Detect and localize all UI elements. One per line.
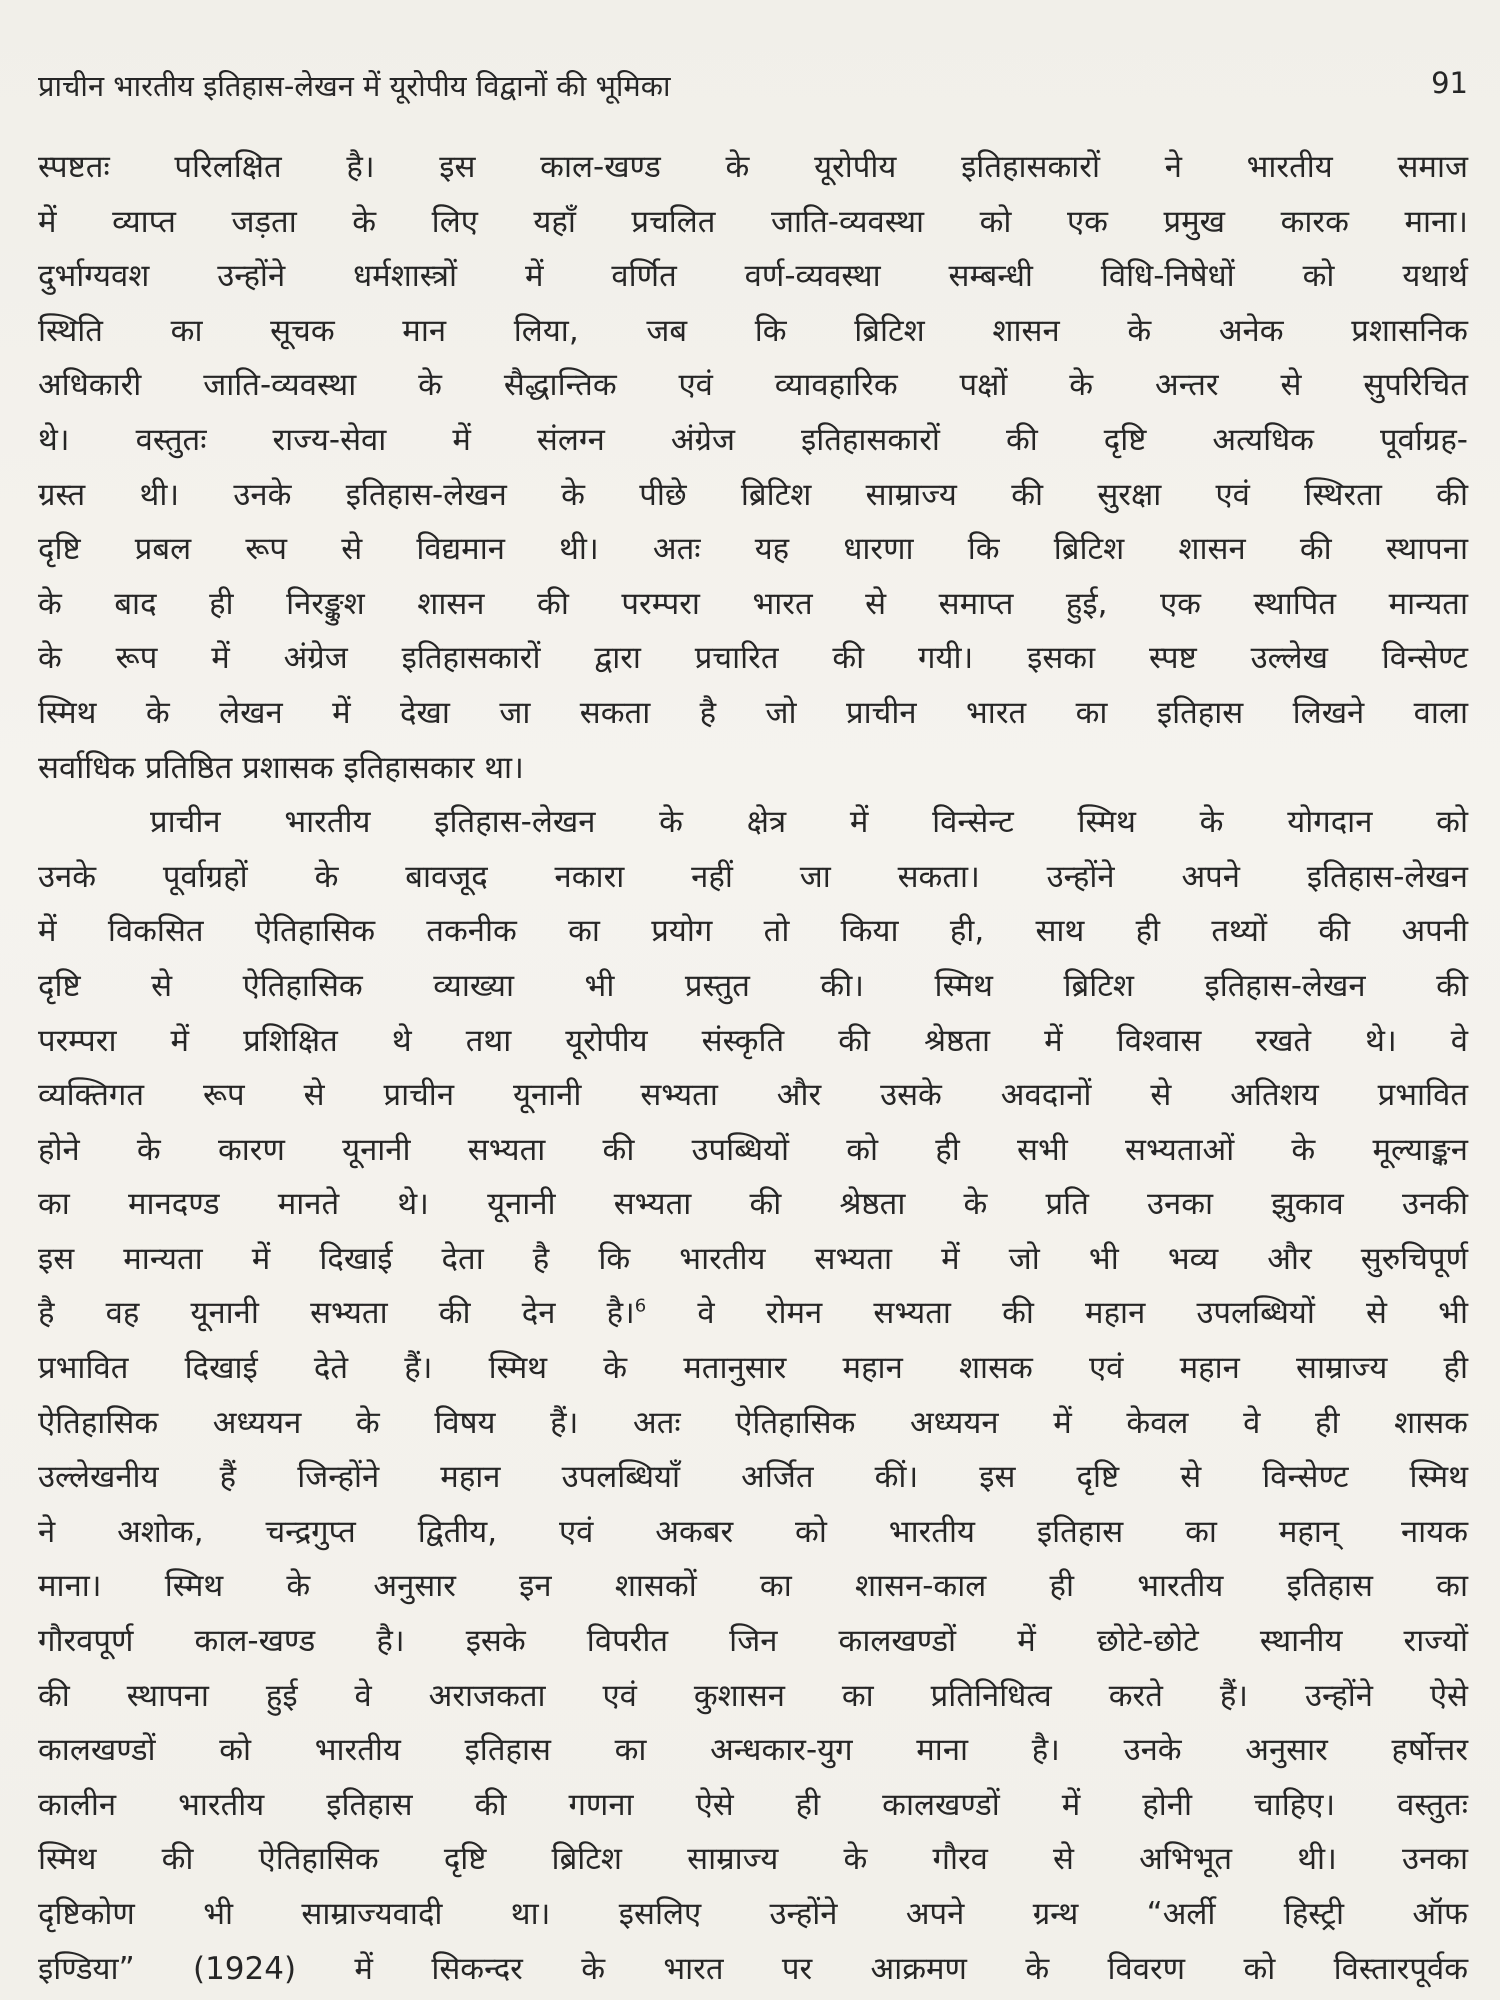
paragraph — [38, 795, 1468, 1996]
text-line: माना। स्मिथ के अनुसार इन शासकों का शासन-काल ही भारतीय इतिहास का — [38, 1568, 1468, 1605]
text-line: ने अशोक, चन्द्रगुप्त द्वितीय, एवं अकबर को भारतीय इतिहास का महान् नायक — [38, 1513, 1468, 1550]
text-line: गौरवपूर्ण काल-खण्ड है। इसके विपरीत जिन कालखण्डों में छोटे-छोटे स्थानीय राज्यों — [38, 1623, 1468, 1660]
text-line: स्मिथ की ऐतिहासिक दृष्टि ब्रिटिश साम्राज्य के गौरव से अभिभूत थी। उनका — [38, 1841, 1468, 1878]
text-line: परम्परा में प्रशिक्षित थे तथा यूरोपीय संस्कृति की श्रेष्ठता में विश्वास रखते थे। वे — [38, 1022, 1468, 1059]
page-number: 91 — [1431, 66, 1468, 100]
text-line: सर्वाधिक प्रतिष्ठित प्रशासक इतिहासकार था। — [38, 749, 524, 786]
text-line: अधिकारी जाति-व्यवस्था के सैद्धान्तिक एवं व्यावहारिक पक्षों के अन्तर से सुपरिचित — [38, 367, 1468, 404]
text-line: उल्लेखनीय हैं जिन्होंने महान उपलब्धियाँ अर्जित कीं। इस दृष्टि से विन्सेण्ट स्मिथ — [38, 1459, 1468, 1496]
text-line: का मानदण्ड मानते थे। यूनानी सभ्यता की श्रेष्ठता के प्रति उनका झुकाव उनकी — [38, 1186, 1468, 1223]
text-line: इण्डिया” (1924) में सिकन्दर के भारत पर आक्रमण के विवरण को विस्तारपूर्वक — [38, 1950, 1468, 1987]
text-line: दृष्टिकोण भी साम्राज्यवादी था। इसलिए उन्होंने अपने ग्रन्थ “अर्ली हिस्ट्री ऑफ — [38, 1896, 1468, 1932]
text-line: कालीन भारतीय इतिहास की गणना ऐसे ही कालखण्डों में होनी चाहिए। वस्तुतः — [38, 1786, 1468, 1823]
text-line: प्रभावित दिखाई देते हैं। स्मिथ के मतानुसार महान शासक एवं महान साम्राज्य ही — [38, 1350, 1468, 1387]
text-line: में विकसित ऐतिहासिक तकनीक का प्रयोग तो किया ही, साथ ही तथ्यों की अपनी — [38, 913, 1468, 950]
text-line: होने के कारण यूनानी सभ्यता की उपब्धियों को ही सभी सभ्यताओं के मूल्याङ्कन — [38, 1131, 1468, 1168]
text-line: इस मान्यता में दिखाई देता है कि भारतीय सभ्यता में जो भी भव्य और सुरुचिपूर्ण — [38, 1240, 1468, 1277]
running-header — [38, 66, 1468, 110]
paragraph — [38, 140, 1468, 795]
text-line: प्राचीन भारतीय इतिहास-लेखन के क्षेत्र में विन्सेन्ट स्मिथ के योगदान को — [150, 804, 1468, 841]
text-line: व्यक्तिगत रूप से प्राचीन यूनानी सभ्यता और उसके अवदानों से अतिशय प्रभावित — [38, 1077, 1468, 1114]
text-line: दृष्टि प्रबल रूप से विद्यमान थी। अतः यह धारणा कि ब्रिटिश शासन की स्थापना — [38, 531, 1468, 568]
text-line: की स्थापना हुई वे अराजकता एवं कुशासन का प्रतिनिधित्व करते हैं। उन्होंने ऐसे — [38, 1677, 1468, 1714]
text-line: दुर्भाग्यवश उन्होंने धर्मशास्त्रों में वर्णित वर्ण-व्यवस्था सम्बन्धी विधि-निषेधों को यथार्थ — [38, 258, 1468, 295]
text-line: ऐतिहासिक अध्ययन के विषय हैं। अतः ऐतिहासिक अध्ययन में केवल वे ही शासक — [38, 1404, 1468, 1441]
page-body — [38, 140, 1468, 1996]
text-line: ग्रस्त थी। उनके इतिहास-लेखन के पीछे ब्रिटिश साम्राज्य की सुरक्षा एवं स्थिरता की — [38, 476, 1468, 513]
text-line: के रूप में अंग्रेज इतिहासकारों द्वारा प्रचारित की गयी। इसका स्पष्ट उल्लेख विन्सेण्ट — [38, 640, 1468, 677]
text-segment: है वह यूनानी सभ्यता की देन है। — [38, 1295, 635, 1332]
footnote-marker: 6 — [634, 1296, 647, 1318]
text-line: के बाद ही निरङ्कुश शासन की परम्परा भारत से समाप्त हुई, एक स्थापित मान्यता — [38, 585, 1468, 622]
text-line: स्थिति का सूचक मान लिया, जब कि ब्रिटिश शासन के अनेक प्रशासनिक — [38, 312, 1468, 349]
text-segment: वे रोमन सभ्यता की महान उपलब्धियों से भी — [646, 1295, 1468, 1332]
running-title: प्राचीन भारतीय इतिहास-लेखन में यूरोपीय विद्वानों की भूमिका — [38, 69, 671, 103]
text-line: कालखण्डों को भारतीय इतिहास का अन्धकार-युग माना है। उनके अनुसार हर्षोत्तर — [38, 1732, 1468, 1769]
text-line — [38, 1286, 1468, 1341]
text-line: थे। वस्तुतः राज्य-सेवा में संलग्न अंग्रेज इतिहासकारों की दृष्टि अत्यधिक पूर्वाग्रह- — [38, 421, 1468, 458]
text-line: उनके पूर्वाग्रहों के बावजूद नकारा नहीं जा सकता। उन्होंने अपने इतिहास-लेखन — [38, 858, 1468, 895]
text-line: में व्याप्त जड़ता के लिए यहाँ प्रचलित जाति-व्यवस्था को एक प्रमुख कारक माना। — [38, 203, 1468, 240]
text-line: स्मिथ के लेखन में देखा जा सकता है जो प्राचीन भारत का इतिहास लिखने वाला — [38, 694, 1468, 731]
text-line: स्पष्टतः परिलक्षित है। इस काल-खण्ड के यूरोपीय इतिहासकारों ने भारतीय समाज — [38, 149, 1468, 185]
text-line: दृष्टि से ऐतिहासिक व्याख्या भी प्रस्तुत की। स्मिथ ब्रिटिश इतिहास-लेखन की — [38, 967, 1468, 1004]
